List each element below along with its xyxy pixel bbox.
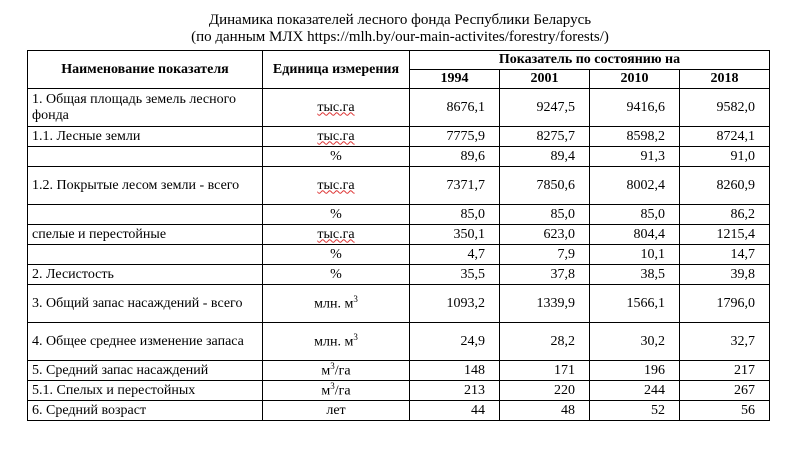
cell-value: 148 bbox=[410, 361, 500, 381]
header-name: Наименование показателя bbox=[28, 51, 263, 89]
cell-value: 350,1 bbox=[410, 225, 500, 245]
cell-value: 213 bbox=[410, 381, 500, 401]
unit-text: лет bbox=[326, 402, 346, 418]
row-name: 3. Общий запас насаждений - всего bbox=[28, 285, 263, 323]
unit-text: /га bbox=[334, 363, 351, 379]
cell-value: 9416,6 bbox=[590, 89, 680, 127]
table-row bbox=[28, 285, 770, 323]
cell-value: 38,5 bbox=[590, 265, 680, 285]
table-row bbox=[28, 127, 770, 147]
row-unit bbox=[263, 381, 410, 401]
cell-value: 1566,1 bbox=[590, 285, 680, 323]
cell-value: 10,1 bbox=[590, 245, 680, 265]
cell-value: 196 bbox=[590, 361, 680, 381]
cell-value: 28,2 bbox=[500, 323, 590, 361]
cell-value: 8676,1 bbox=[410, 89, 500, 127]
cell-value: 1339,9 bbox=[500, 285, 590, 323]
cell-value: 44 bbox=[410, 401, 500, 421]
cell-value: 24,9 bbox=[410, 323, 500, 361]
row-name: 6. Средний возраст bbox=[28, 401, 263, 421]
row-unit bbox=[263, 361, 410, 381]
cell-value: 91,0 bbox=[680, 147, 770, 167]
unit-text: % bbox=[330, 148, 342, 164]
unit-text: /га bbox=[334, 383, 351, 399]
cell-value: 39,8 bbox=[680, 265, 770, 285]
table-row bbox=[28, 401, 770, 421]
unit-text: % bbox=[330, 206, 342, 222]
cell-value: 7850,6 bbox=[500, 167, 590, 205]
row-name: 5. Средний запас насаждений bbox=[28, 361, 263, 381]
unit-superscript: 3 bbox=[353, 294, 358, 305]
table-row bbox=[28, 205, 770, 225]
cell-value: 267 bbox=[680, 381, 770, 401]
row-unit bbox=[263, 225, 410, 245]
cell-value: 35,5 bbox=[410, 265, 500, 285]
cell-value: 8275,7 bbox=[500, 127, 590, 147]
table-row bbox=[28, 361, 770, 381]
row-unit bbox=[263, 127, 410, 147]
row-unit bbox=[263, 245, 410, 265]
cell-value: 804,4 bbox=[590, 225, 680, 245]
cell-value: 7775,9 bbox=[410, 127, 500, 147]
row-unit bbox=[263, 401, 410, 421]
unit-superscript: 3 bbox=[330, 381, 335, 392]
cell-value: 9247,5 bbox=[500, 89, 590, 127]
header-year: 2010 bbox=[590, 70, 680, 89]
row-name: 1. Общая площадь земель лесного фонда bbox=[28, 89, 263, 127]
row-name: 1.1. Лесные земли bbox=[28, 127, 263, 147]
cell-value: 30,2 bbox=[590, 323, 680, 361]
row-unit bbox=[263, 205, 410, 225]
unit-text: тыс.га bbox=[317, 99, 355, 115]
row-unit bbox=[263, 167, 410, 205]
cell-value: 91,3 bbox=[590, 147, 680, 167]
unit-text: тыс.га bbox=[317, 226, 355, 242]
unit-text: млн. м bbox=[314, 334, 354, 350]
cell-value: 52 bbox=[590, 401, 680, 421]
row-unit bbox=[263, 147, 410, 167]
cell-value: 85,0 bbox=[500, 205, 590, 225]
cell-value: 8598,2 bbox=[590, 127, 680, 147]
row-name: 5.1. Спелых и перестойных bbox=[28, 381, 263, 401]
row-name bbox=[28, 245, 263, 265]
row-unit bbox=[263, 265, 410, 285]
cell-value: 244 bbox=[590, 381, 680, 401]
cell-value: 217 bbox=[680, 361, 770, 381]
cell-value: 14,7 bbox=[680, 245, 770, 265]
cell-value: 8260,9 bbox=[680, 167, 770, 205]
row-unit bbox=[263, 323, 410, 361]
table-row bbox=[28, 225, 770, 245]
cell-value: 32,7 bbox=[680, 323, 770, 361]
cell-value: 56 bbox=[680, 401, 770, 421]
cell-value: 171 bbox=[500, 361, 590, 381]
cell-value: 1093,2 bbox=[410, 285, 500, 323]
table-row bbox=[28, 323, 770, 361]
unit-superscript: 3 bbox=[353, 332, 358, 343]
unit-superscript: 3 bbox=[330, 361, 335, 372]
unit-text: млн. м bbox=[314, 296, 354, 312]
cell-value: 89,6 bbox=[410, 147, 500, 167]
row-name: 4. Общее среднее изменение запаса bbox=[28, 323, 263, 361]
cell-value: 4,7 bbox=[410, 245, 500, 265]
cell-value: 7371,7 bbox=[410, 167, 500, 205]
header-unit: Единица измерения bbox=[263, 51, 410, 89]
cell-value: 623,0 bbox=[500, 225, 590, 245]
header-year: 1994 bbox=[410, 70, 500, 89]
cell-value: 48 bbox=[500, 401, 590, 421]
table-row bbox=[28, 381, 770, 401]
cell-value: 8002,4 bbox=[590, 167, 680, 205]
row-unit bbox=[263, 89, 410, 127]
row-name bbox=[28, 205, 263, 225]
header-state: Показатель по состоянию на bbox=[410, 51, 770, 70]
unit-text: тыс.га bbox=[317, 128, 355, 144]
unit-text: % bbox=[330, 246, 342, 262]
row-name: 2. Лесистость bbox=[28, 265, 263, 285]
table-row bbox=[28, 147, 770, 167]
row-unit bbox=[263, 285, 410, 323]
cell-value: 1796,0 bbox=[680, 285, 770, 323]
table-row bbox=[28, 89, 770, 127]
cell-value: 1215,4 bbox=[680, 225, 770, 245]
row-name bbox=[28, 147, 263, 167]
table-row bbox=[28, 245, 770, 265]
header-year: 2001 bbox=[500, 70, 590, 89]
cell-value: 220 bbox=[500, 381, 590, 401]
row-name: 1.2. Покрытые лесом земли - всего bbox=[28, 167, 263, 205]
table-title-line-2: (по данным МЛХ https://mlh.by/our-main-activites/forestry/forests/) bbox=[191, 29, 609, 45]
row-name: спелые и перестойные bbox=[28, 225, 263, 245]
cell-value: 7,9 bbox=[500, 245, 590, 265]
unit-text: % bbox=[330, 266, 342, 282]
cell-value: 86,2 bbox=[680, 205, 770, 225]
cell-value: 37,8 bbox=[500, 265, 590, 285]
cell-value: 9582,0 bbox=[680, 89, 770, 127]
forest-fund-table bbox=[27, 50, 770, 421]
cell-value: 8724,1 bbox=[680, 127, 770, 147]
table-title-line-1: Динамика показателей лесного фонда Республики Беларусь bbox=[208, 12, 592, 28]
cell-value: 85,0 bbox=[590, 205, 680, 225]
unit-text: тыс.га bbox=[317, 177, 355, 193]
table-row bbox=[28, 167, 770, 205]
cell-value: 89,4 bbox=[500, 147, 590, 167]
unit-prefix: м bbox=[321, 383, 331, 399]
header-year: 2018 bbox=[680, 70, 770, 89]
table-row bbox=[28, 265, 770, 285]
unit-prefix: м bbox=[321, 363, 331, 379]
cell-value: 85,0 bbox=[410, 205, 500, 225]
